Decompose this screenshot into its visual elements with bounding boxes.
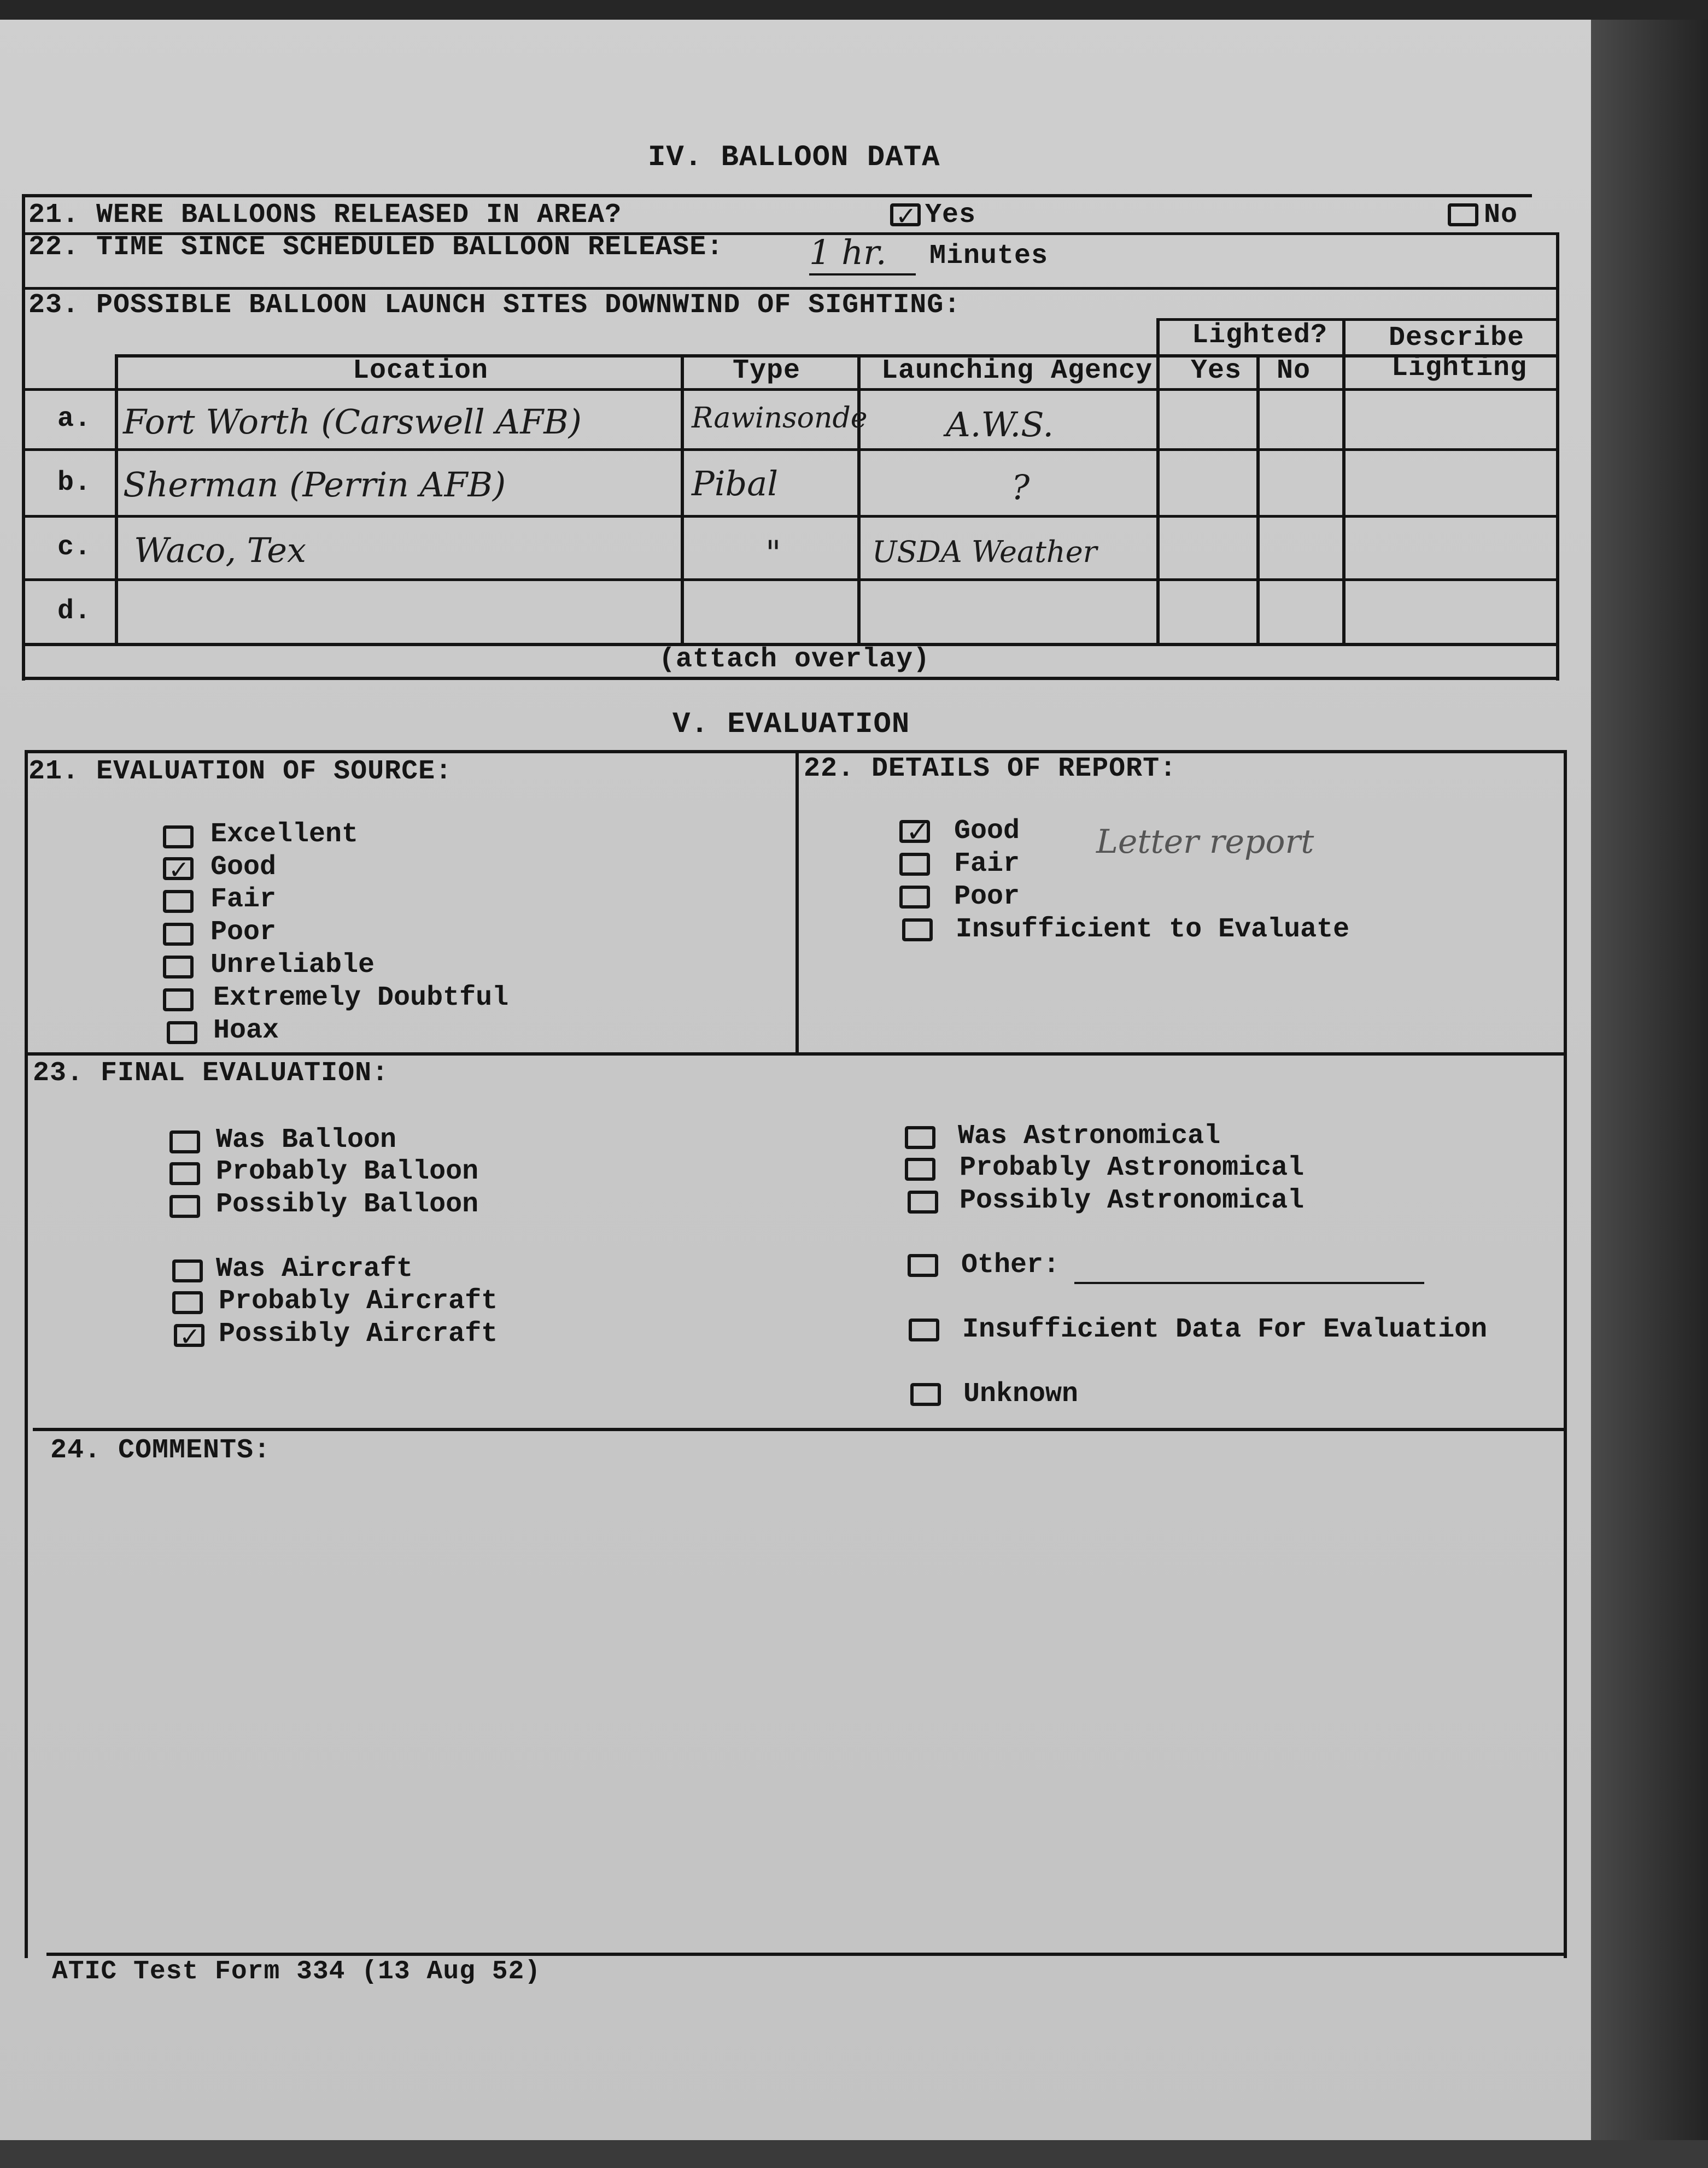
row-b-location: Sherman (Perrin AFB) (123, 465, 506, 505)
final-was-balloon-label: Was Balloon (216, 1124, 397, 1156)
final-possibly-balloon-label: Possibly Balloon (216, 1189, 479, 1220)
row-c-letter: c. (57, 532, 92, 563)
final-probably-astronomical-label: Probably Astronomical (960, 1152, 1305, 1183)
row-c-location: Waco, Tex (134, 530, 306, 570)
source-excellent-label: Excellent (210, 819, 359, 850)
row-a-agency: A.W.S. (946, 405, 1054, 444)
source-hoax-label: Hoax (213, 1015, 279, 1046)
row-c-agency: USDA Weather (872, 535, 1097, 569)
source-unreliable-label: Unreliable (210, 950, 375, 981)
final-probably-balloon-label: Probably Balloon (216, 1156, 479, 1187)
final-unknown-label: Unknown (963, 1379, 1079, 1410)
section-iv-title: IV. BALLOON DATA (648, 141, 940, 174)
details-good-checkbox[interactable]: ✓ (899, 820, 930, 843)
source-good-label: Good (210, 852, 277, 883)
details-poor-label: Poor (954, 881, 1020, 912)
row-a-letter: a. (57, 403, 92, 435)
source-label: 21. EVALUATION OF SOURCE: (28, 756, 453, 787)
row-b-agency: ? (1011, 467, 1030, 507)
q23-label: 23. POSSIBLE BALLOON LAUNCH SITES DOWNWIND OF SIGHTING: (28, 290, 961, 321)
row-b-letter: b. (57, 467, 92, 499)
q21-no-checkbox[interactable] (1448, 203, 1478, 226)
details-insufficient-label: Insufficient to Evaluate (956, 914, 1350, 945)
final-other-label: Other: (961, 1250, 1060, 1281)
final-possibly-balloon-checkbox[interactable] (169, 1195, 200, 1218)
th-lighted: Lighted? (1192, 320, 1328, 351)
attach-overlay-note: (attach overlay) (659, 644, 931, 675)
details-insufficient-checkbox[interactable] (902, 918, 933, 941)
final-probably-astronomical-checkbox[interactable] (905, 1158, 935, 1181)
q22-unit: Minutes (929, 241, 1049, 272)
q21-no-label: No (1484, 200, 1518, 231)
source-fair-checkbox[interactable] (163, 890, 194, 913)
comments-label: 24. COMMENTS: (50, 1435, 271, 1466)
th-type: Type (733, 355, 801, 386)
source-extremely-doubtful-label: Extremely Doubtful (213, 982, 509, 1013)
final-probably-aircraft-checkbox[interactable] (172, 1291, 203, 1314)
row-d-letter: d. (57, 596, 92, 627)
final-possibly-aircraft-label: Possibly Aircraft (219, 1319, 498, 1350)
th-lighting: Lighting (1391, 353, 1528, 384)
final-possibly-astronomical-checkbox[interactable] (908, 1191, 938, 1214)
details-poor-checkbox[interactable] (899, 886, 930, 909)
details-good-label: Good (954, 816, 1020, 847)
row-a-location: Fort Worth (Carswell AFB) (123, 402, 582, 442)
th-lighted-yes: Yes (1191, 355, 1242, 386)
row-b-type: Pibal (692, 464, 779, 503)
q21-label: 21. WERE BALLOONS RELEASED IN AREA? (28, 200, 622, 231)
th-agency: Launching Agency (881, 355, 1153, 386)
source-poor-label: Poor (210, 917, 277, 948)
row-a-type: Rawinsonde (692, 402, 868, 435)
source-hoax-checkbox[interactable] (167, 1021, 197, 1044)
section-v-title: V. EVALUATION (672, 708, 910, 741)
q22-label: 22. TIME SINCE SCHEDULED BALLOON RELEASE: (28, 232, 724, 263)
source-excellent-checkbox[interactable] (163, 825, 194, 848)
final-was-aircraft-label: Was Aircraft (216, 1253, 413, 1285)
film-edge (1591, 0, 1708, 2168)
source-poor-checkbox[interactable] (163, 923, 194, 946)
final-possibly-aircraft-checkbox[interactable]: ✓ (174, 1324, 204, 1347)
final-unknown-checkbox[interactable] (910, 1383, 941, 1406)
th-lighted-no: No (1277, 355, 1311, 386)
details-fair-label: Fair (954, 848, 1020, 880)
film-bottom-edge (0, 2140, 1708, 2168)
film-top-edge (0, 0, 1708, 20)
final-was-astronomical-checkbox[interactable] (905, 1126, 935, 1149)
details-label: 22. DETAILS OF REPORT: (804, 753, 1177, 784)
final-probably-balloon-checkbox[interactable] (169, 1162, 200, 1185)
details-handwritten-note: Letter report (1096, 823, 1314, 861)
final-probably-aircraft-label: Probably Aircraft (219, 1286, 498, 1317)
comments-area[interactable] (49, 1476, 1558, 1946)
final-insufficient-checkbox[interactable] (909, 1319, 939, 1341)
final-possibly-astronomical-label: Possibly Astronomical (960, 1185, 1305, 1216)
final-was-balloon-checkbox[interactable] (169, 1130, 200, 1153)
q22-value: 1 hr. (809, 232, 887, 272)
details-fair-checkbox[interactable] (899, 853, 930, 876)
final-was-astronomical-label: Was Astronomical (958, 1121, 1221, 1152)
form-footer: ATIC Test Form 334 (13 Aug 52) (52, 1957, 541, 1987)
source-extremely-doubtful-checkbox[interactable] (163, 988, 194, 1011)
source-fair-label: Fair (210, 884, 277, 915)
source-unreliable-checkbox[interactable] (163, 956, 194, 978)
final-insufficient-label: Insufficient Data For Evaluation (962, 1314, 1488, 1345)
final-label: 23. FINAL EVALUATION: (33, 1058, 389, 1089)
final-other-checkbox[interactable] (908, 1254, 938, 1277)
source-good-checkbox[interactable]: ✓ (163, 857, 194, 880)
q21-yes-label: Yes (925, 200, 976, 231)
th-describe: Describe (1389, 323, 1525, 354)
row-c-type: " (765, 533, 781, 573)
q21-yes-checkbox[interactable]: ✓ (890, 203, 921, 226)
final-was-aircraft-checkbox[interactable] (172, 1259, 203, 1282)
final-other-field[interactable] (1074, 1282, 1424, 1284)
th-location: Location (353, 355, 489, 386)
